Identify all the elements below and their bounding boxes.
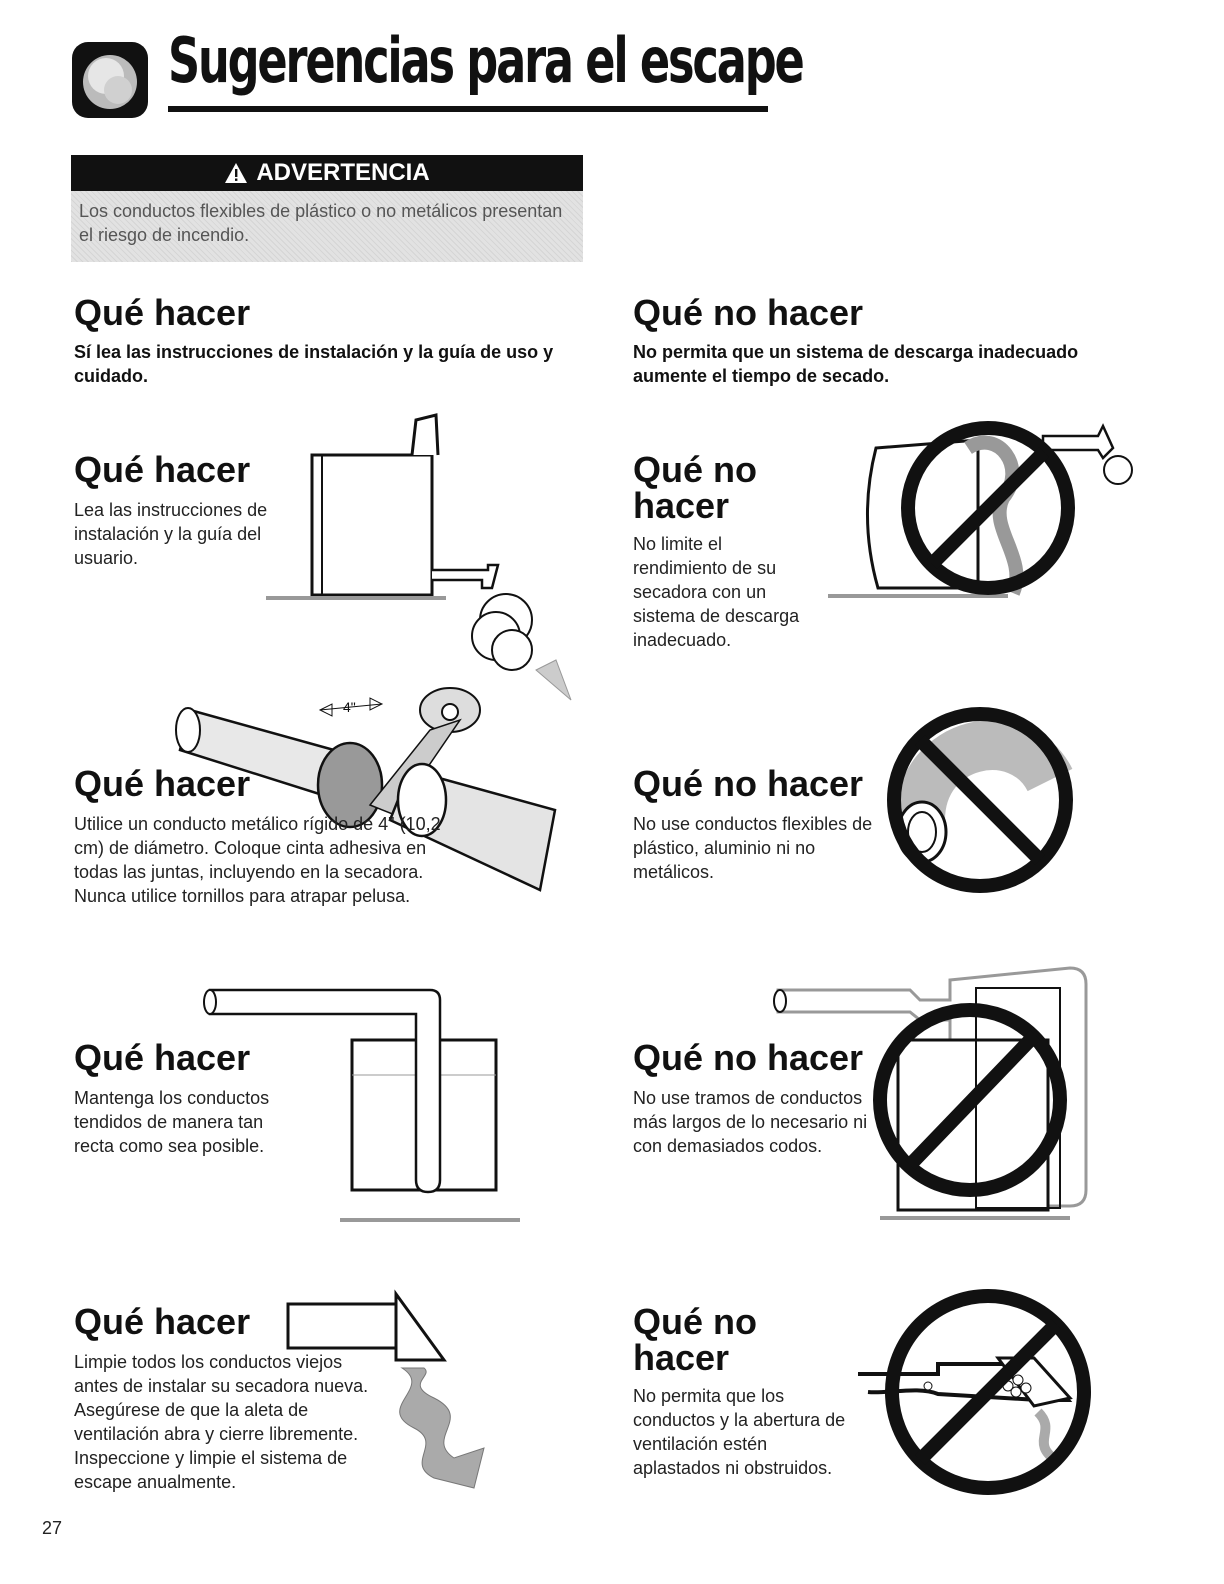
- dryer-vent-icon: [70, 40, 150, 120]
- prohibited-flexible-duct-icon: [880, 700, 1080, 900]
- warning-box: [71, 155, 583, 262]
- do-item-text: Limpie todos los conductos viejos antes de instalar su secadora nueva. Asegúrese de que la aleta de ventilación abra y cierre libremente. Inspeccione y limpie el sistema de escape anualmente.: [74, 1352, 369, 1492]
- warning-label: ADVERTENCIA: [256, 159, 430, 186]
- dont-item-text: No use conductos flexibles de plástico, aluminio ni no metálicos.: [633, 814, 873, 882]
- prohibited-flexible-vent-dryer-icon: [828, 408, 1148, 608]
- page-number: 27: [42, 1518, 63, 1538]
- dont-column-heading: Qué no hacer: [633, 292, 864, 333]
- dont-item-heading-line: hacer: [633, 485, 730, 526]
- page-title: Sugerencias para el escape: [168, 24, 803, 97]
- dont-item-text: No limite el rendimiento de su secadora con un sistema de descarga inadecuado.: [633, 534, 800, 650]
- dryer-with-vent-icon: [266, 410, 586, 690]
- dont-item-heading: Qué no hacer: [633, 1037, 864, 1078]
- dont-item-heading-line: Qué no: [633, 449, 757, 490]
- do-item-text: Lea las instrucciones de instalación y la guía del usuario.: [74, 500, 268, 568]
- dont-item-heading: [633, 1301, 813, 1378]
- dont-item-heading-line: hacer: [633, 1337, 730, 1378]
- dont-item-heading-line: Qué no: [633, 1301, 757, 1342]
- do-column-heading: Qué hacer: [74, 292, 251, 333]
- do-item-heading: Qué hacer: [74, 763, 251, 804]
- do-item-text: Utilice un conducto metálico rígido de 4" (10,2 cm) de diámetro. Coloque cinta adhesiva en todas las juntas, incluyendo en la secadora. Nunca utilice tornillos para atrapar pelusa.: [74, 814, 441, 906]
- dont-item-heading: [633, 449, 813, 526]
- dont-column-intro: No permita que un sistema de descarga inadecuado aumente el tiempo de secado.: [633, 342, 1079, 386]
- do-item-text: Mantenga los conductos tendidos de manera tan recta como sea posible.: [74, 1088, 270, 1156]
- title-underline: [168, 106, 768, 112]
- do-item-heading: Qué hacer: [74, 1301, 251, 1342]
- warning-text: Los conductos flexibles de plástico o no metálicos presentan el riesgo de incendio.: [79, 201, 563, 245]
- dont-item-text: No permita que los conductos y la abertura de ventilación estén aplastados ni obstruidos.: [633, 1386, 846, 1478]
- duct-dimension-label: 4": [343, 699, 356, 715]
- dont-item-text: No use tramos de conductos más largos de lo necesario ni con demasiados codos.: [633, 1088, 868, 1156]
- do-column-intro: Sí lea las instrucciones de instalación y la guía de uso y cuidado.: [74, 342, 554, 386]
- warning-triangle-icon: [224, 162, 248, 184]
- dont-item-heading: Qué no hacer: [633, 763, 864, 804]
- warning-header: [71, 155, 583, 191]
- do-item-heading: Qué hacer: [74, 449, 251, 490]
- do-item-heading: Qué hacer: [74, 1037, 251, 1078]
- prohibited-blocked-vent-icon: [858, 1282, 1098, 1502]
